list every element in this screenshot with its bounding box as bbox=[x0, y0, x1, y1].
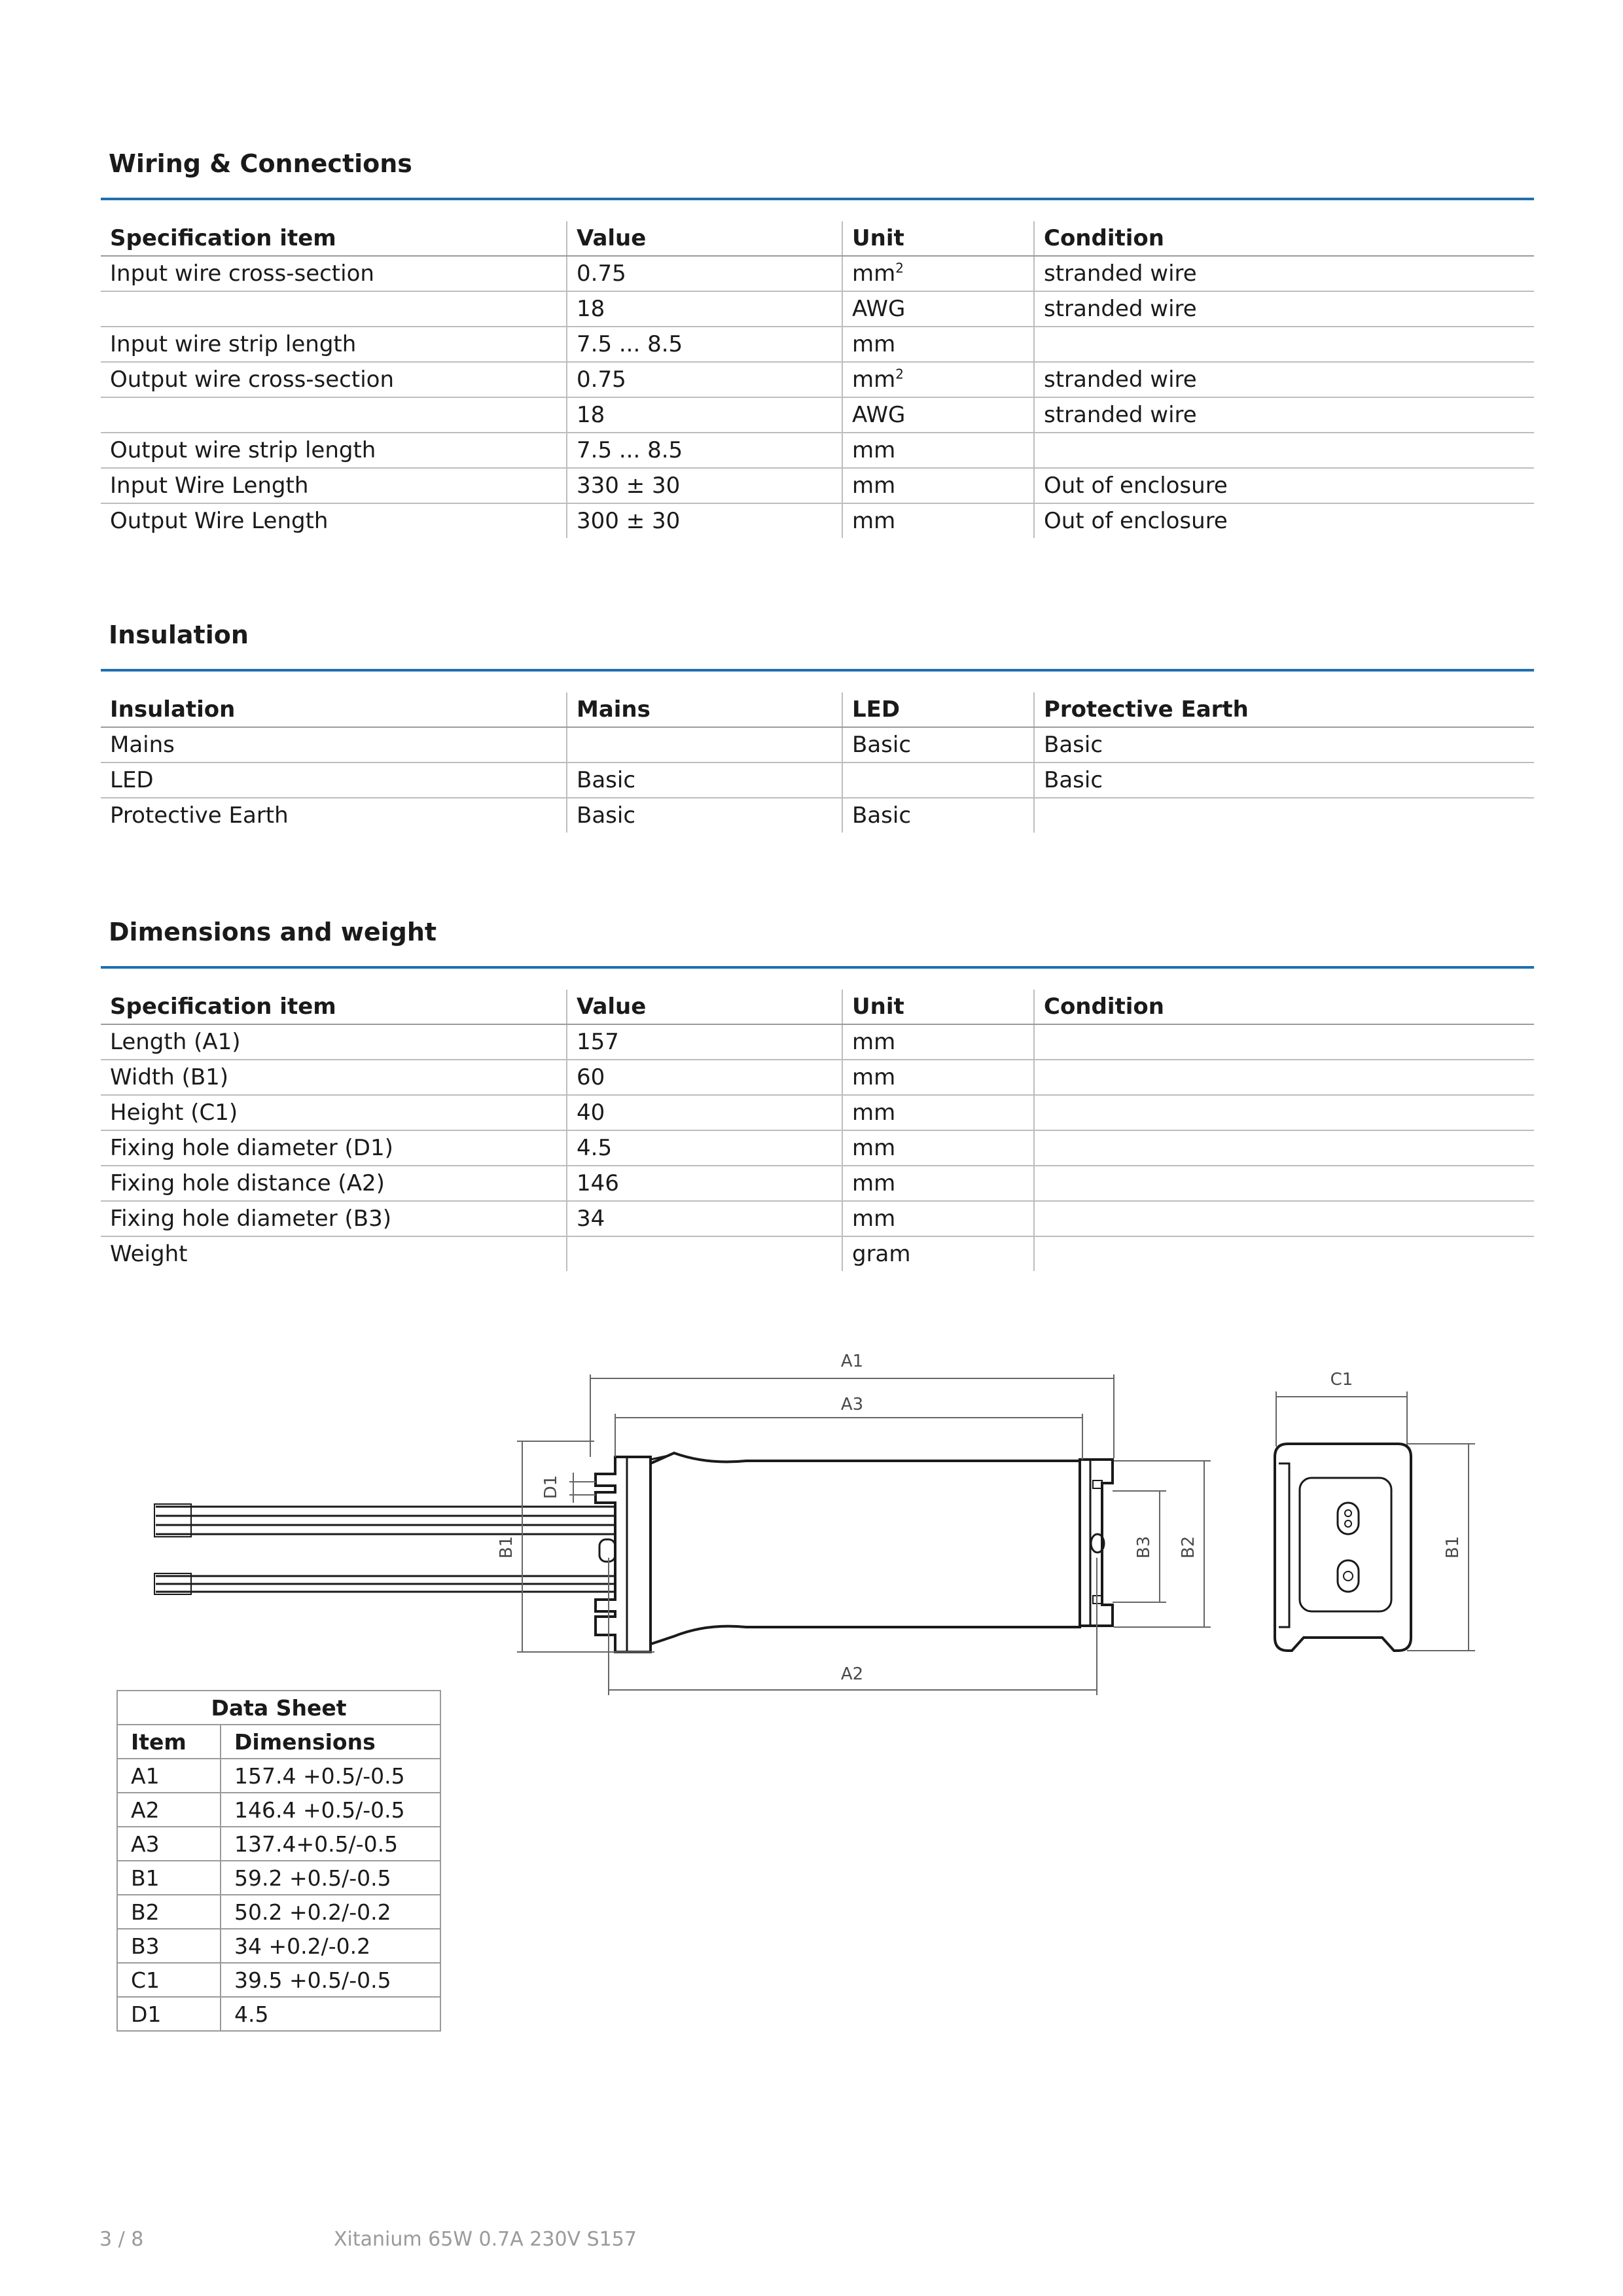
spec-item-cell: Output wire cross-section bbox=[101, 362, 567, 397]
table-row bbox=[117, 1759, 440, 1793]
item-cell: C1 bbox=[117, 1963, 221, 1997]
value-cell: 40 bbox=[567, 1095, 842, 1130]
row-label-cell: Mains bbox=[101, 727, 567, 762]
column-header: Condition bbox=[1034, 990, 1534, 1024]
input-wires bbox=[154, 1573, 619, 1594]
table-row bbox=[117, 1793, 440, 1827]
spec-item-cell: Input Wire Length bbox=[101, 468, 567, 503]
dim-label-b1-side: B1 bbox=[497, 1535, 516, 1559]
value-cell: 0.75 bbox=[567, 256, 842, 291]
column-header: Insulation bbox=[101, 692, 567, 727]
spec-item-cell: Output Wire Length bbox=[110, 508, 329, 534]
unit-cell: mm bbox=[842, 1024, 1034, 1060]
item-cell: B1 bbox=[117, 1861, 221, 1895]
column-header: Condition bbox=[1034, 221, 1534, 256]
dimension-cell: 137.4+0.5/-0.5 bbox=[221, 1827, 440, 1861]
dimension-cell: 59.2 +0.5/-0.5 bbox=[221, 1861, 440, 1895]
table-row bbox=[117, 1827, 440, 1861]
column-header: Mains bbox=[567, 692, 842, 727]
product-name: Xitanium 65W 0.7A 230V S157 bbox=[334, 2228, 637, 2251]
column-header: Value bbox=[567, 221, 842, 256]
unit-cell: mm bbox=[842, 1130, 1034, 1166]
unit-cell: mm bbox=[842, 1095, 1034, 1130]
driver-end-view bbox=[1275, 1444, 1411, 1651]
condition-cell: Out of enclosure bbox=[1034, 468, 1534, 503]
table-row bbox=[117, 1895, 440, 1929]
value-cell: 7.5 ... 8.5 bbox=[567, 433, 842, 468]
left-mounting-flange bbox=[596, 1457, 651, 1652]
dimension-cell: 34 +0.2/-0.2 bbox=[221, 1929, 440, 1963]
value-cell: 330 ± 30 bbox=[567, 468, 842, 503]
row-label-cell: LED bbox=[101, 762, 567, 798]
unit-text: mm bbox=[852, 473, 896, 499]
dimension-cell: 146.4 +0.5/-0.5 bbox=[221, 1793, 440, 1827]
value-cell: 300 ± 30 bbox=[567, 503, 842, 538]
unit-superscript: 2 bbox=[895, 366, 904, 382]
page-number: 3 / 8 bbox=[99, 2228, 144, 2251]
unit-text: mm bbox=[852, 367, 896, 393]
dim-label-b2: B2 bbox=[1179, 1535, 1198, 1559]
column-header: Dimensions bbox=[221, 1725, 440, 1759]
unit-text: mm bbox=[852, 260, 896, 287]
unit-text: mm bbox=[852, 331, 896, 357]
driver-side-view bbox=[154, 1453, 1113, 1652]
mains-cell: Basic bbox=[567, 762, 842, 798]
item-cell: B2 bbox=[117, 1895, 221, 1929]
protective-earth-cell: Basic bbox=[1034, 762, 1534, 798]
wiring-section-title: Wiring & Connections bbox=[109, 149, 412, 178]
value-cell: 7.5 ... 8.5 bbox=[567, 327, 842, 362]
spec-item-cell: Length (A1) bbox=[101, 1024, 567, 1060]
condition-cell: stranded wire bbox=[1034, 291, 1534, 327]
item-cell: A2 bbox=[117, 1793, 221, 1827]
dimension-cell: 157.4 +0.5/-0.5 bbox=[221, 1759, 440, 1793]
value-cell: 0.75 bbox=[567, 362, 842, 397]
spec-item-cell: Fixing hole diameter (B3) bbox=[101, 1201, 567, 1236]
output-wires bbox=[154, 1504, 619, 1537]
dim-label-a2: A2 bbox=[840, 1664, 864, 1684]
mains-cell: Basic bbox=[567, 798, 842, 833]
spec-item-cell: Input wire strip length bbox=[101, 327, 567, 362]
spec-item-cell: Fixing hole diameter (D1) bbox=[101, 1130, 567, 1166]
table-row bbox=[117, 1963, 440, 1997]
dim-label-c1: C1 bbox=[1330, 1370, 1353, 1390]
dim-label-b3: B3 bbox=[1134, 1535, 1154, 1559]
dim-label-a3: A3 bbox=[840, 1395, 864, 1414]
column-header: Item bbox=[117, 1725, 221, 1759]
value-cell: 4.5 bbox=[567, 1130, 842, 1166]
dimension-cell: 4.5 bbox=[221, 1997, 440, 2031]
fixing-hole bbox=[599, 1539, 615, 1562]
data-sheet-title-row bbox=[117, 1691, 440, 1725]
driver-body bbox=[651, 1453, 1080, 1644]
led-cell: Basic bbox=[842, 727, 1034, 762]
spec-item-cell: Weight bbox=[110, 1241, 188, 1267]
column-header: Unit bbox=[842, 990, 1034, 1024]
unit-cell: mm bbox=[842, 1060, 1034, 1095]
column-header: Specification item bbox=[101, 990, 567, 1024]
spec-item-cell: Output wire strip length bbox=[101, 433, 567, 468]
table-row bbox=[117, 1997, 440, 2031]
dim-label-b1-end: B1 bbox=[1443, 1535, 1463, 1559]
protective-earth-cell: Basic bbox=[1034, 727, 1534, 762]
dim-label-d1: D1 bbox=[541, 1475, 561, 1499]
condition-cell: stranded wire bbox=[1034, 256, 1534, 291]
data-sheet-table bbox=[116, 1690, 441, 2032]
condition-cell: Out of enclosure bbox=[1034, 503, 1534, 538]
item-cell: A1 bbox=[117, 1759, 221, 1793]
dimension-cell: 50.2 +0.2/-0.2 bbox=[221, 1895, 440, 1929]
data-sheet-title: Data Sheet bbox=[117, 1691, 440, 1725]
led-cell: Basic bbox=[842, 798, 1034, 833]
unit-text: mm bbox=[852, 437, 896, 463]
row-label-cell: Protective Earth bbox=[110, 802, 289, 829]
value-cell: 18 bbox=[567, 291, 842, 327]
unit-cell: mm bbox=[842, 1166, 1034, 1201]
table-header-row bbox=[117, 1725, 440, 1759]
column-header: Value bbox=[567, 990, 842, 1024]
item-cell: A3 bbox=[117, 1827, 221, 1861]
column-header: LED bbox=[842, 692, 1034, 727]
unit-text: AWG bbox=[852, 402, 906, 428]
spec-item-cell: Fixing hole distance (A2) bbox=[101, 1166, 567, 1201]
unit-text: mm bbox=[852, 508, 896, 534]
dimensions-section-title: Dimensions and weight bbox=[109, 918, 437, 946]
column-header: Specification item bbox=[101, 221, 567, 256]
spec-item-cell: Height (C1) bbox=[101, 1095, 567, 1130]
item-cell: D1 bbox=[117, 1997, 221, 2031]
value-cell: 157 bbox=[567, 1024, 842, 1060]
dimension-cell: 39.5 +0.5/-0.5 bbox=[221, 1963, 440, 1997]
condition-cell: stranded wire bbox=[1034, 397, 1534, 433]
value-cell: 60 bbox=[567, 1060, 842, 1095]
table-row bbox=[117, 1929, 440, 1963]
spec-item-cell: Input wire cross-section bbox=[101, 256, 567, 291]
table-row bbox=[117, 1861, 440, 1895]
value-cell: 18 bbox=[567, 397, 842, 433]
column-header: Unit bbox=[842, 221, 1034, 256]
insulation-section-title: Insulation bbox=[109, 620, 249, 649]
spec-item-cell: Width (B1) bbox=[101, 1060, 567, 1095]
unit-text: AWG bbox=[852, 296, 906, 322]
condition-cell: stranded wire bbox=[1034, 362, 1534, 397]
unit-cell: gram bbox=[842, 1236, 1034, 1271]
value-cell: 34 bbox=[567, 1201, 842, 1236]
unit-superscript: 2 bbox=[895, 260, 904, 276]
value-cell: 146 bbox=[567, 1166, 842, 1201]
unit-cell: mm bbox=[842, 1201, 1034, 1236]
column-header: Protective Earth bbox=[1034, 692, 1534, 727]
item-cell: B3 bbox=[117, 1929, 221, 1963]
dim-label-a1: A1 bbox=[840, 1352, 864, 1371]
